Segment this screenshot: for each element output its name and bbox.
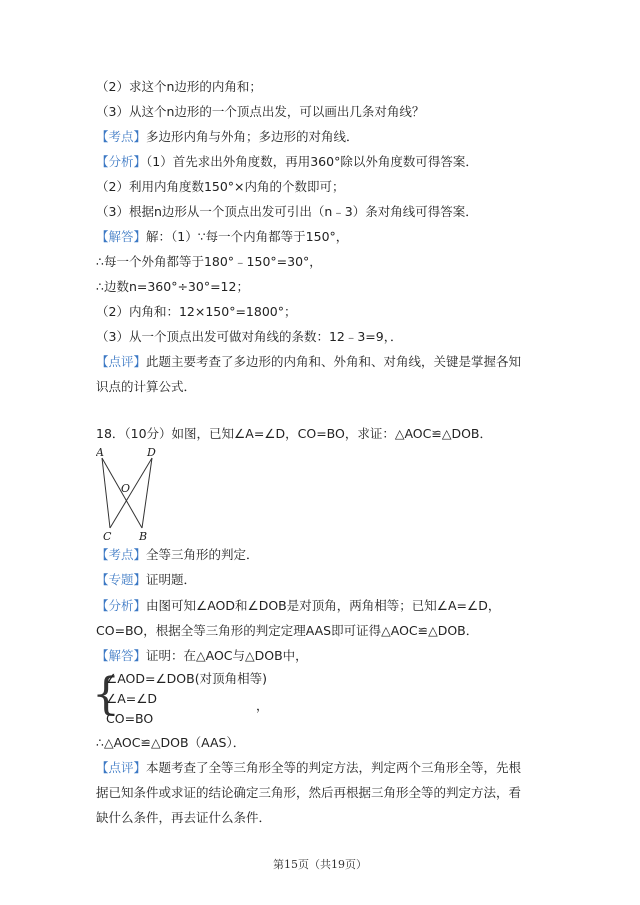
line-fenxi2 [96, 179, 345, 195]
label-A: A [96, 446, 104, 459]
text: 本题考查了全等三角形全等的判定方法，判定两个三角形全等，先根 [146, 760, 522, 775]
text: （2）求这个n边形的内角和； [96, 79, 262, 94]
label-C: C [103, 530, 112, 542]
text: CO=BO，根据全等三角形的判定定理AAS即可证得△AOC≌△DOB． [96, 623, 479, 638]
tag-kaodian: 【考点】 [96, 129, 147, 144]
line-s3 [96, 304, 296, 320]
text: （1）首先求出外角度数，再用360°除以外角度数可得答案． [146, 154, 478, 169]
text: 证明：在△AOC与△DOB中， [146, 648, 308, 663]
text: 此题主要考查了多边形的内角和、外角和、对角线，关键是掌握各知 [146, 354, 522, 369]
label-O: O [121, 482, 131, 495]
text: （2）利用内角度数150°×内角的个数即可； [96, 179, 345, 194]
text: 由图可知∠AOD和∠DOB是对顶角，两角相等；已知∠A=∠D， [146, 598, 501, 613]
system-line-1: ∠AOD=∠DOB(对顶角相等) [106, 671, 267, 686]
label-B: B [139, 530, 148, 542]
text: 识点的计算公式． [96, 379, 197, 394]
text: 多边形内角与外角；多边形的对角线． [146, 129, 359, 144]
tag-zhuanti: 【专题】 [96, 572, 147, 587]
tag-jieda: 【解答】 [96, 648, 147, 663]
tag-jieda: 【解答】 [96, 229, 147, 244]
segment-DC [110, 458, 152, 528]
text: 证明题． [146, 572, 197, 587]
line-q18-fenxi2 [96, 623, 478, 639]
line-q18-zhuanti [96, 572, 196, 588]
text: 解：（1）∵每一个内角都等于150°， [146, 229, 349, 244]
line-q18-dianping [96, 760, 521, 776]
line-dianping [96, 354, 521, 370]
line-fenxi [96, 154, 478, 170]
text: ∴边数n=360°÷30°=12； [96, 279, 249, 294]
line-kaodian [96, 129, 359, 145]
text: ∴△AOC≌△DOB（AAS）． [96, 735, 246, 750]
text: 据已知条件或求证的结论确定三角形，然后再根据三角形全等的判定方法，看 [96, 785, 522, 800]
segment-DB [142, 458, 152, 528]
line-q18-kaodian [96, 547, 259, 563]
line-q18-dianping2 [96, 785, 521, 801]
text: 缺什么条件，再去证什么条件． [96, 810, 272, 825]
text: 18．（10分）如图，已知∠A=∠D，CO=BO，求证：△AOC≌△DOB． [96, 426, 492, 441]
page-footer: 第15页（共19页） [273, 858, 367, 871]
system-line-3: CO=BO [106, 711, 154, 726]
tag-fenxi: 【分析】 [96, 598, 147, 613]
segment-AC [102, 458, 110, 528]
line-q18-fenxi [96, 598, 500, 614]
line-dianping2 [96, 379, 196, 395]
line-q18-dianping3 [96, 810, 271, 826]
geometry-svg [96, 446, 160, 542]
tag-fenxi: 【分析】 [96, 154, 147, 169]
text: （2）内角和：12×150°=1800°； [96, 304, 297, 319]
text: 全等三角形的判定． [146, 547, 259, 562]
system-line-2: ∠A=∠D [106, 691, 158, 706]
line-q17-2 [96, 79, 262, 95]
tag-dianping: 【点评】 [96, 354, 147, 369]
line-jieda [96, 229, 348, 245]
text: （3）根据n边形从一个顶点出发可引出（n﹣3）条对角线可得答案． [96, 204, 478, 219]
line-q18-jieda [96, 648, 308, 664]
tag-kaodian: 【考点】 [96, 547, 147, 562]
line-s2 [96, 279, 249, 295]
text: （3）从这个n边形的一个顶点出发，可以画出几条对角线？ [96, 104, 425, 119]
text: ∴每一个外角都等于180°﹣150°=30°， [96, 254, 322, 269]
geometry-figure [96, 446, 160, 542]
label-D: D [147, 446, 156, 459]
line-s4 [96, 329, 403, 345]
q18-title [96, 426, 492, 442]
line-q18-conclusion [96, 735, 245, 751]
left-brace-icon: { [92, 669, 120, 720]
line-fenxi3 [96, 204, 478, 220]
line-s1 [96, 254, 322, 270]
text: （3）从一个顶点出发可做对角线的条数：12﹣3=9，． [96, 329, 403, 344]
tag-dianping: 【点评】 [96, 760, 147, 775]
system-comma: ， [256, 698, 269, 713]
line-q17-3 [96, 104, 424, 120]
